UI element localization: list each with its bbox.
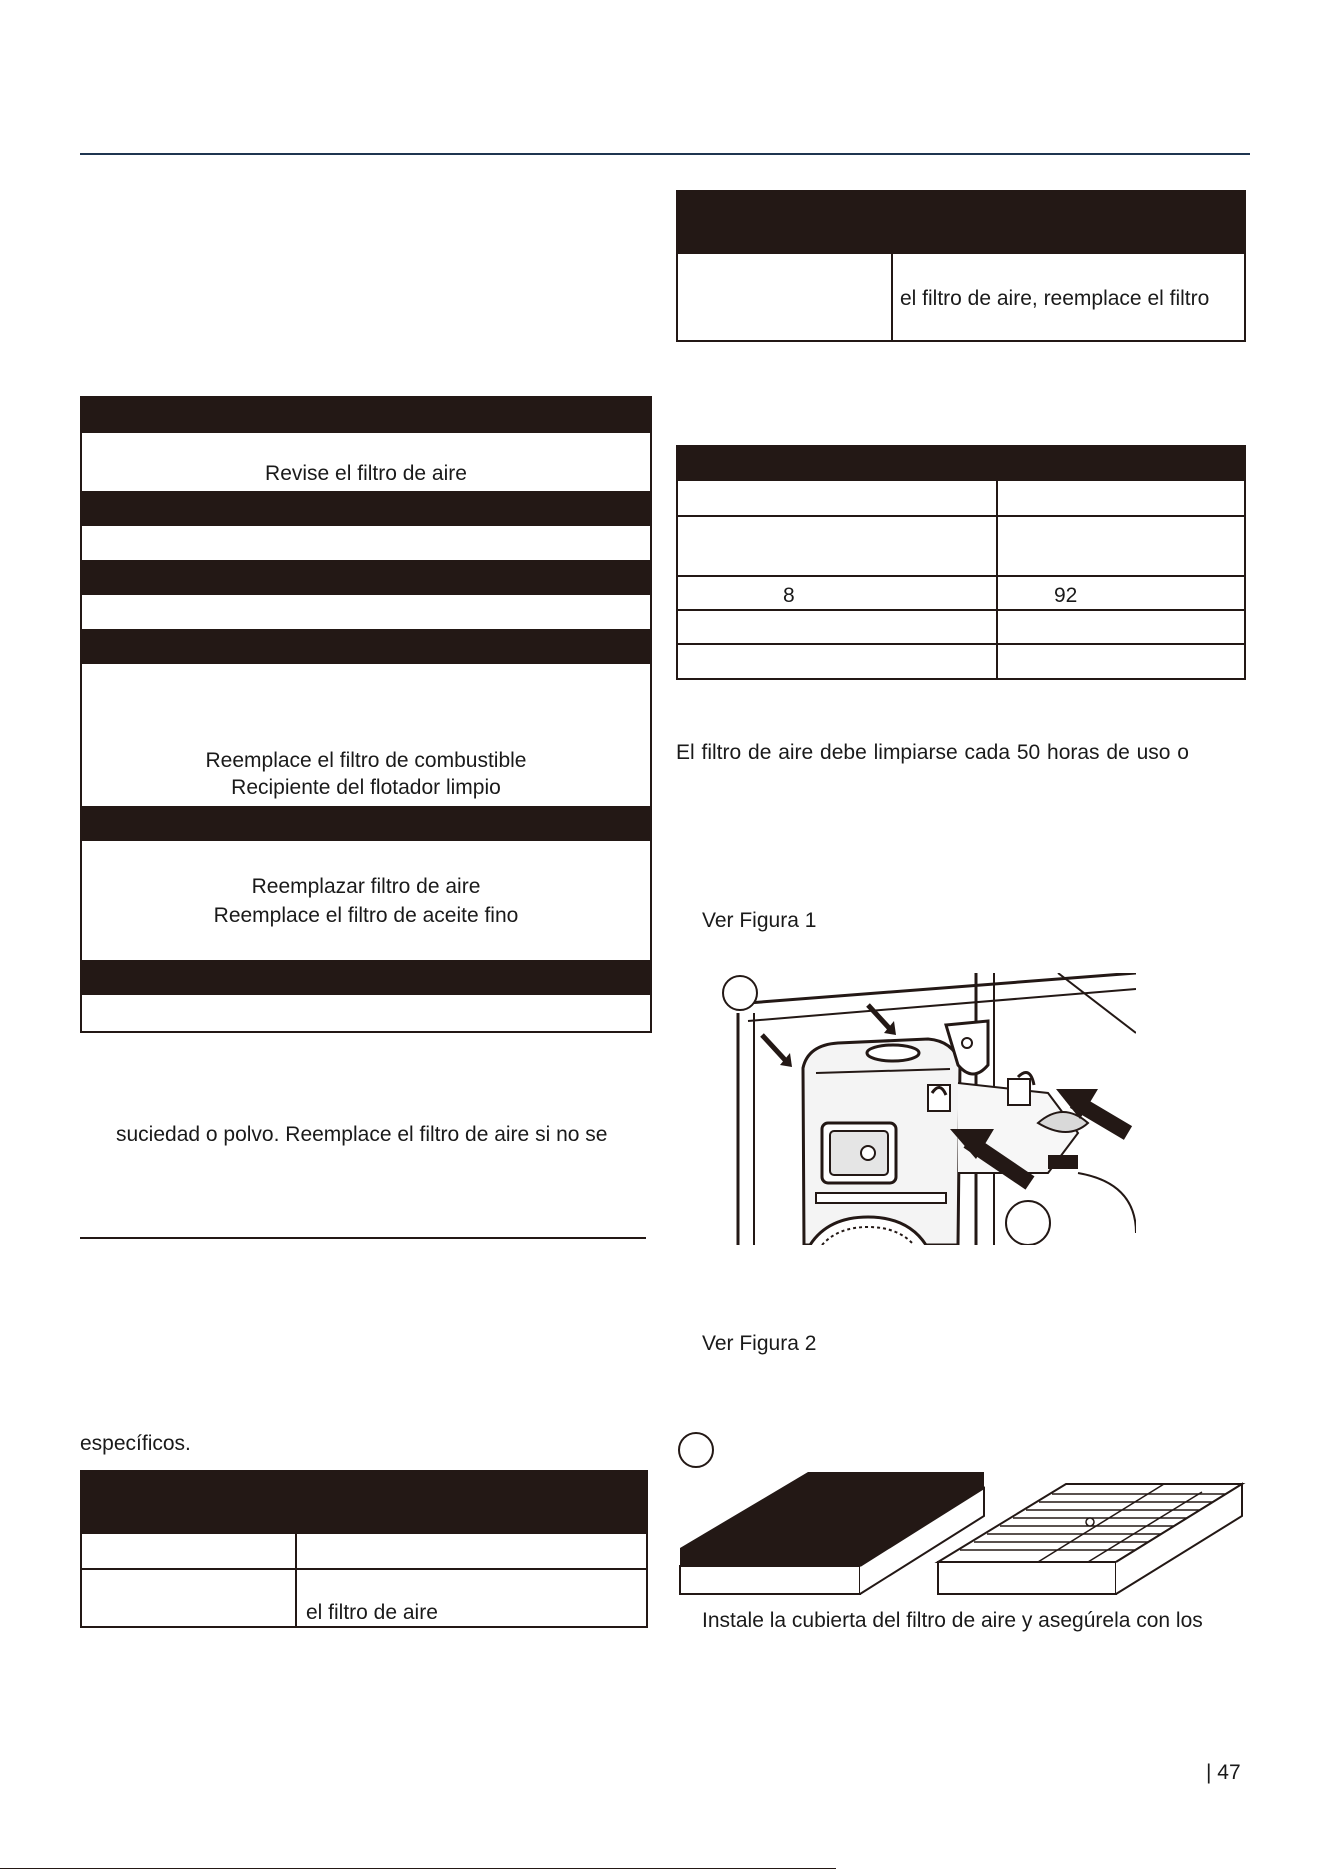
table-header-band [678, 192, 1244, 254]
table-cell: 92 [1054, 584, 1078, 607]
section-divider [80, 1237, 646, 1239]
table-header-band [82, 398, 650, 433]
figure-2-illustration [678, 1470, 1248, 1596]
table-col-divider [891, 254, 893, 342]
table-header-band [82, 806, 650, 841]
table-header-band [82, 560, 650, 595]
figure-1-illustration [718, 973, 1136, 1245]
figure-2-callout [678, 1432, 714, 1468]
paragraph-text: suciedad o polvo. Reemplace el filtro de aire si no se [116, 1123, 608, 1146]
figure-reference: Ver Figura 1 [702, 909, 817, 932]
table-row-divider [678, 515, 1244, 517]
table-cell: Revise el filtro de aire [265, 462, 467, 485]
table-cell: Reemplace el filtro de combustible [205, 749, 527, 772]
table-header-band [82, 629, 650, 664]
figure-reference: Ver Figura 2 [702, 1332, 817, 1355]
paragraph-text: El filtro de aire debe limpiarse cada 50 horas de uso o [676, 741, 1189, 764]
small-spec-table [80, 1470, 648, 1628]
table-cell: el filtro de aire [306, 1601, 438, 1624]
header-rule [80, 153, 1250, 155]
table-cell: el filtro de aire, reemplace el filtro [900, 287, 1210, 310]
mid-right-table [676, 445, 1246, 680]
generator-drawing [718, 973, 1136, 1245]
table-row-divider [678, 575, 1244, 577]
top-right-table [676, 190, 1246, 342]
table-cell: Reemplace el filtro de aceite fino [213, 904, 519, 927]
table-col-divider [295, 1534, 297, 1628]
maintenance-schedule-table [80, 396, 652, 1033]
table-row-divider [678, 643, 1244, 645]
table-cell: 8 [783, 584, 795, 607]
page-number: | 47 [1206, 1761, 1241, 1784]
table-row-divider [82, 1568, 646, 1570]
table-header-band [678, 447, 1244, 481]
table-header-band [82, 960, 650, 995]
table-cell: Recipiente del flotador limpio [231, 776, 501, 799]
filter-elements-drawing [678, 1470, 1248, 1596]
table-cell: Reemplazar filtro de aire [251, 875, 481, 898]
table-header-band [82, 1472, 646, 1534]
table-header-band [82, 491, 650, 526]
table-col-divider [996, 481, 998, 680]
footer-rule [0, 1868, 836, 1869]
paragraph-text: específicos. [80, 1432, 191, 1455]
paragraph-text: Instale la cubierta del filtro de aire y asegúrela con los [702, 1609, 1203, 1632]
table-row-divider [678, 609, 1244, 611]
